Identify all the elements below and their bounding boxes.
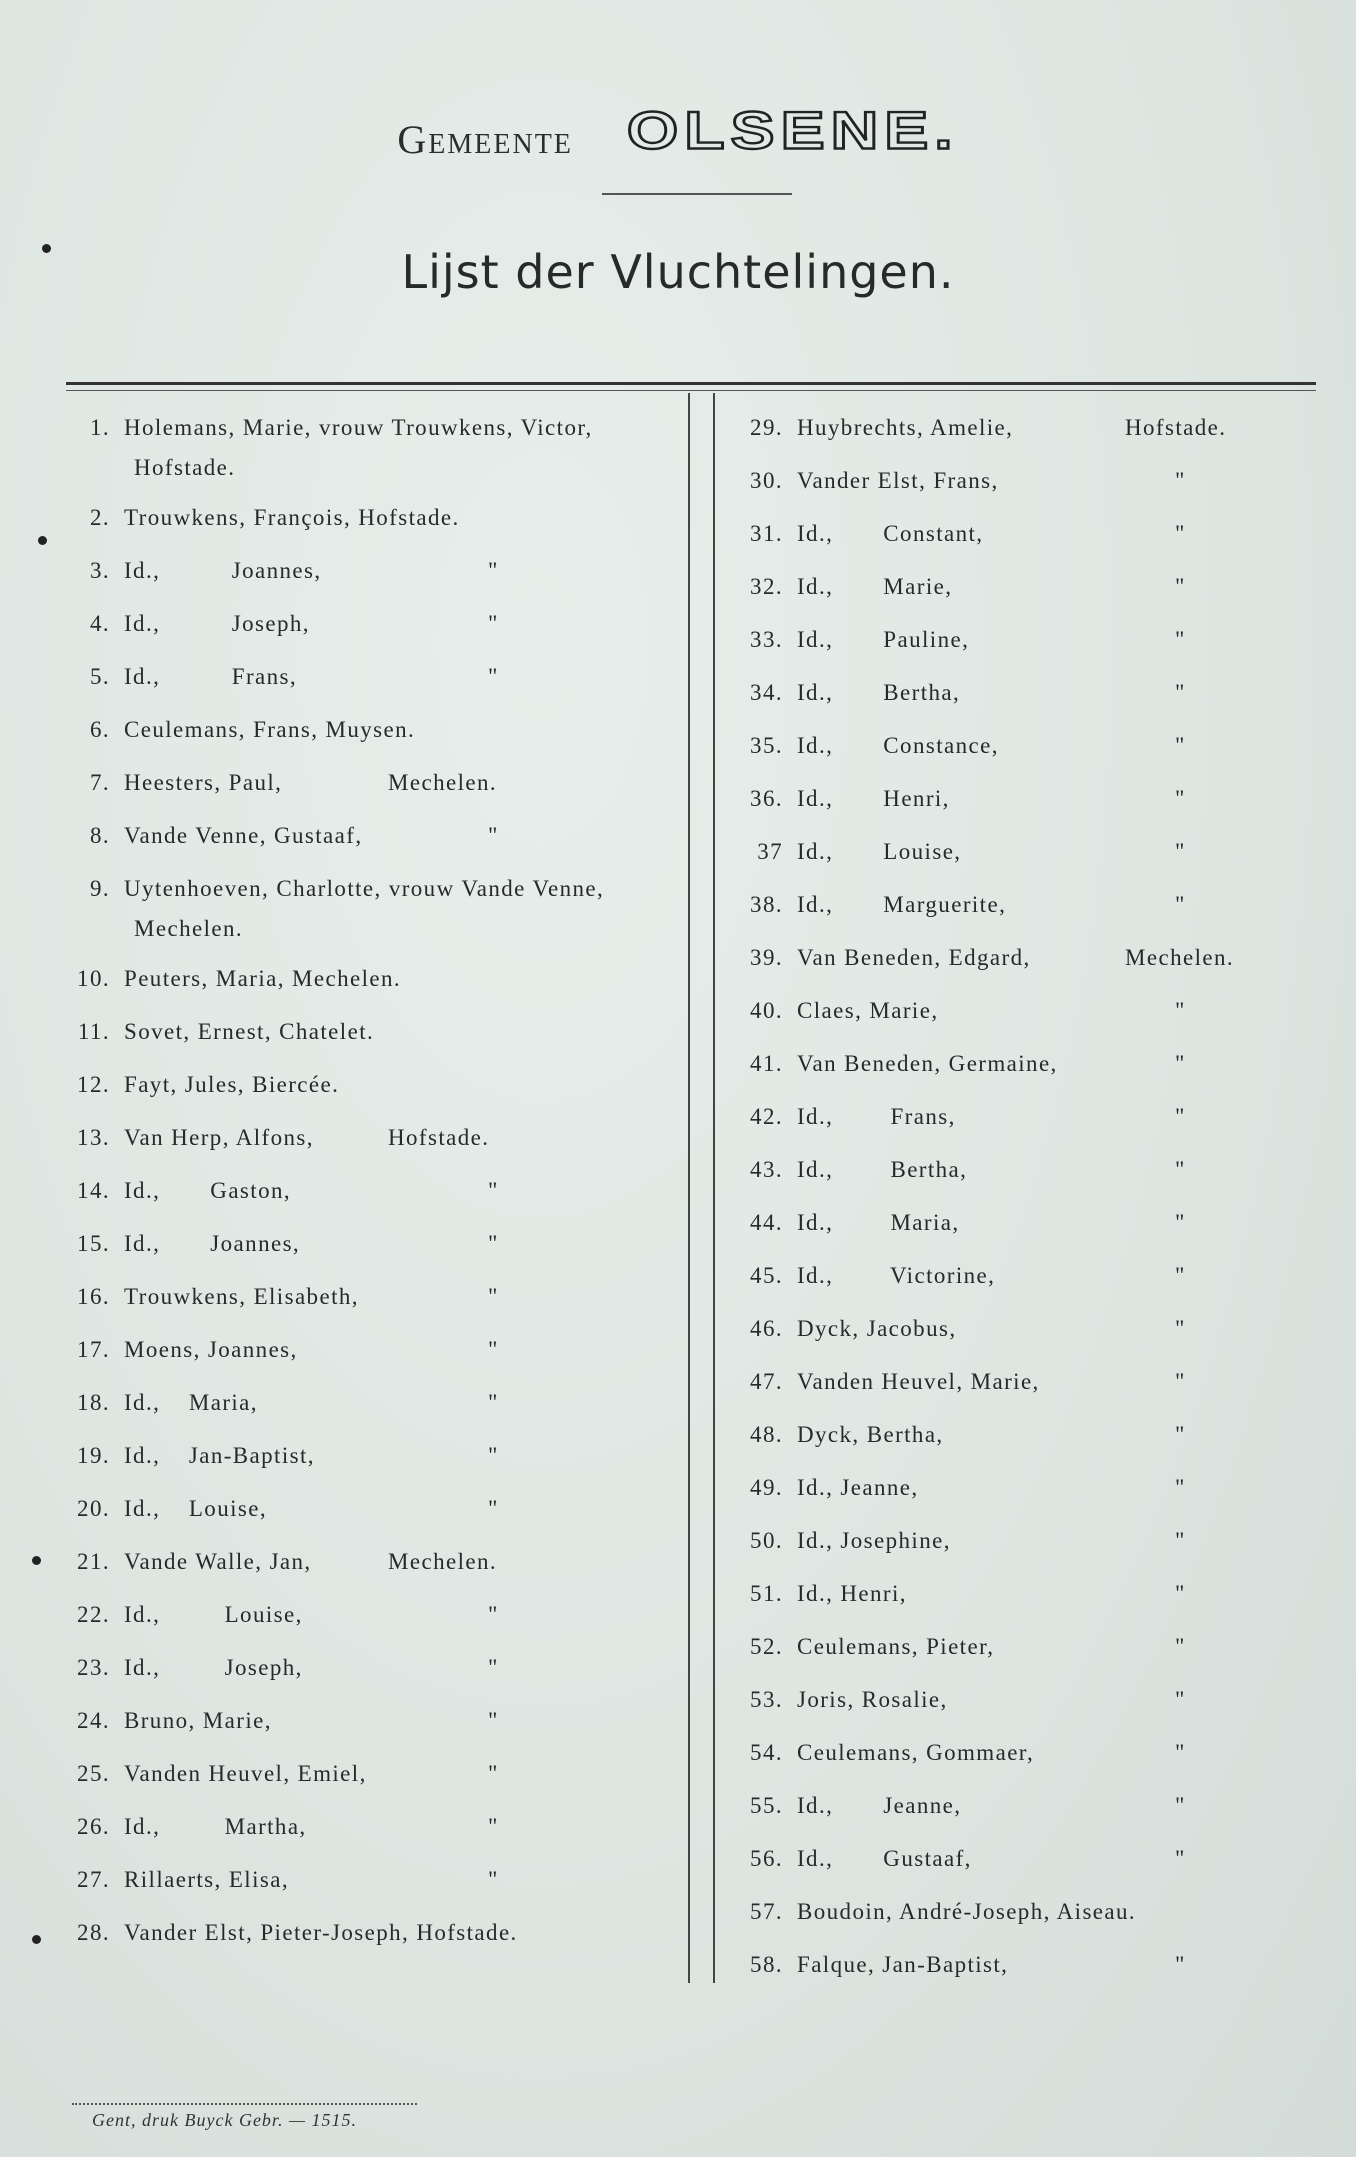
list-item — [58, 1754, 678, 1807]
entry-number: 14. — [77, 1178, 110, 1203]
entry-name: Van Beneden, Germaine, — [797, 1051, 1058, 1076]
entry-number: 35. — [750, 733, 783, 758]
entry-name: Falque, Jan-Baptist, — [797, 1952, 1009, 1977]
printer-imprint: Gent, druk Buyck Gebr. — 1515. — [92, 2110, 357, 2130]
entry-number: 15. — [77, 1231, 110, 1256]
entry-number: 13. — [77, 1125, 110, 1150]
ditto-mark: " — [488, 1655, 499, 1680]
entry-number: 27. — [77, 1867, 110, 1892]
entry-name: Id., Louise, — [797, 839, 962, 864]
list-item — [58, 1807, 678, 1860]
ditto-mark: " — [488, 1231, 499, 1256]
list-item — [58, 710, 678, 763]
list-item — [58, 1383, 678, 1436]
entry-number: 3. — [89, 558, 110, 583]
entry-name: Vanden Heuvel, Marie, — [797, 1369, 1040, 1394]
list-item — [58, 763, 678, 816]
ditto-mark: " — [1175, 1104, 1186, 1129]
list-item — [735, 1097, 1255, 1150]
entry-number: 28. — [77, 1920, 110, 1945]
entry-number: 37 — [757, 839, 783, 864]
list-item — [58, 551, 678, 604]
entry-number: 42. — [750, 1104, 783, 1129]
ditto-mark: " — [1175, 1316, 1186, 1341]
entry-name: Id., Gaston, — [124, 1178, 292, 1203]
entry-name: Huybrechts, Amelie, — [797, 415, 1014, 440]
ditto-mark: " — [1175, 1051, 1186, 1076]
ditto-mark: " — [1175, 786, 1186, 811]
entry-name: Van Beneden, Edgard, — [797, 945, 1031, 970]
ditto-mark: " — [1175, 627, 1186, 652]
page-header — [0, 92, 1356, 168]
entry-name: Trouwkens, Elisabeth, — [124, 1284, 359, 1309]
entry-number: 20. — [77, 1496, 110, 1521]
ditto-mark: " — [488, 1390, 499, 1415]
footer-divider — [72, 2103, 417, 2105]
list-item — [735, 1203, 1255, 1256]
entry-number: 58. — [750, 1952, 783, 1977]
list-item — [735, 1680, 1255, 1733]
ditto-mark: " — [1175, 1846, 1186, 1871]
ditto-mark: " — [1175, 1952, 1186, 1977]
entry-name: Id., Joseph, — [124, 611, 310, 636]
ditto-mark: " — [1175, 1157, 1186, 1182]
ditto-mark: " — [488, 1337, 499, 1362]
entry-number: 41. — [750, 1051, 783, 1076]
entry-name: Rillaerts, Elisa, — [124, 1867, 289, 1892]
entry-number: 44. — [750, 1210, 783, 1235]
entry-number: 1. — [89, 415, 110, 440]
entry-name: Uytenhoeven, Charlotte, vrouw Vande Venne, — [124, 876, 605, 901]
ditto-mark: " — [488, 664, 499, 689]
list-item — [735, 885, 1255, 938]
entry-number: 6. — [89, 717, 110, 742]
entry-name: Vander Elst, Frans, — [797, 468, 999, 493]
entry-number: 47. — [750, 1369, 783, 1394]
entry-number: 40. — [750, 998, 783, 1023]
list-item — [58, 1648, 678, 1701]
ditto-mark: " — [1175, 521, 1186, 546]
entry-number: 9. — [89, 876, 110, 901]
list-item — [735, 1415, 1255, 1468]
entry-name: Id., Jeanne, — [797, 1475, 919, 1500]
column-divider-left — [688, 393, 690, 1983]
ditto-mark: " — [488, 1284, 499, 1309]
entry-number: 51. — [750, 1581, 783, 1606]
entry-name: Vanden Heuvel, Emiel, — [124, 1761, 367, 1786]
entry-number: 53. — [750, 1687, 783, 1712]
entry-name: Id., Frans, — [797, 1104, 956, 1129]
entry-name: Vande Walle, Jan, — [124, 1549, 312, 1574]
entry-number: 5. — [89, 664, 110, 689]
entry-name: Ceulemans, Frans, Muysen. — [124, 717, 416, 742]
entry-name: Ceulemans, Gommaer, — [797, 1740, 1035, 1765]
list-item — [735, 1044, 1255, 1097]
entry-name: Dyck, Bertha, — [797, 1422, 944, 1447]
ditto-mark: " — [1175, 1581, 1186, 1606]
refugee-list-right-column — [735, 408, 1255, 1998]
entry-name: Holemans, Marie, vrouw Trouwkens, Victor, — [124, 415, 593, 440]
ditto-mark: " — [488, 823, 499, 848]
entry-name: Id., Maria, — [124, 1390, 258, 1415]
list-item — [58, 1701, 678, 1754]
entry-name: Id., Marguerite, — [797, 892, 1007, 917]
entry-place: Mechelen. — [1125, 945, 1235, 970]
entry-name: Vander Elst, Pieter-Joseph, Hofstade. — [124, 1920, 518, 1945]
list-item — [735, 567, 1255, 620]
ditto-mark: " — [488, 1443, 499, 1468]
entry-name: Fayt, Jules, Biercée. — [124, 1072, 340, 1097]
ditto-mark: " — [1175, 733, 1186, 758]
entry-name: Van Herp, Alfons, — [124, 1125, 314, 1150]
ditto-mark: " — [488, 1708, 499, 1733]
list-item — [735, 726, 1255, 779]
entry-number: 25. — [77, 1761, 110, 1786]
entry-number: 30. — [750, 468, 783, 493]
entry-name: Id., Bertha, — [797, 1157, 968, 1182]
entry-name: Id., Louise, — [124, 1496, 268, 1521]
list-item — [58, 1012, 678, 1065]
entry-name: Id., Joannes, — [124, 558, 322, 583]
ditto-mark: " — [488, 1496, 499, 1521]
entry-name: Id., Frans, — [124, 664, 298, 689]
entry-number: 8. — [89, 823, 110, 848]
list-item — [735, 461, 1255, 514]
entry-name: Heesters, Paul, — [124, 770, 283, 795]
entry-number: 4. — [89, 611, 110, 636]
list-item — [735, 1892, 1255, 1945]
list-item — [58, 408, 678, 498]
ditto-mark: " — [1175, 1210, 1186, 1235]
ditto-mark: " — [1175, 998, 1186, 1023]
ditto-mark: " — [488, 1602, 499, 1627]
entry-name: Id., Henri, — [797, 786, 950, 811]
entry-number: 24. — [77, 1708, 110, 1733]
entry-name: Id., Henri, — [797, 1581, 907, 1606]
entry-number: 43. — [750, 1157, 783, 1182]
entry-name: Id., Marie, — [797, 574, 953, 599]
list-item — [735, 1733, 1255, 1786]
entry-number: 49. — [750, 1475, 783, 1500]
list-item — [735, 991, 1255, 1044]
ditto-mark: " — [488, 1814, 499, 1839]
entry-number: 45. — [750, 1263, 783, 1288]
ditto-mark: " — [1175, 1369, 1186, 1394]
ditto-mark: " — [1175, 1528, 1186, 1553]
list-item — [58, 1913, 678, 1966]
list-item — [735, 938, 1255, 991]
entry-place: Mechelen. — [388, 1549, 498, 1574]
ditto-mark: " — [488, 611, 499, 636]
ditto-mark: " — [1175, 1475, 1186, 1500]
entry-number: 32. — [750, 574, 783, 599]
list-item — [58, 1489, 678, 1542]
entry-number: 23. — [77, 1655, 110, 1680]
entry-number: 46. — [750, 1316, 783, 1341]
entry-number: 10. — [77, 966, 110, 991]
column-divider-right — [713, 393, 715, 1983]
entry-number: 54. — [750, 1740, 783, 1765]
entry-number: 29. — [750, 415, 783, 440]
entry-place-continued: Mechelen. — [134, 916, 244, 941]
entry-number: 11. — [77, 1019, 110, 1044]
entry-number: 48. — [750, 1422, 783, 1447]
list-item — [58, 1542, 678, 1595]
list-item — [735, 779, 1255, 832]
list-item — [735, 514, 1255, 567]
ditto-mark: " — [1175, 1740, 1186, 1765]
entry-name: Ceulemans, Pieter, — [797, 1634, 995, 1659]
entry-name: Id., Louise, — [124, 1602, 303, 1627]
entry-number: 39. — [750, 945, 783, 970]
entry-name: Id., Pauline, — [797, 627, 970, 652]
entry-name: Vande Venne, Gustaaf, — [124, 823, 363, 848]
list-item — [735, 1574, 1255, 1627]
entry-name: Peuters, Maria, Mechelen. — [124, 966, 402, 991]
list-item — [58, 1330, 678, 1383]
entry-name: Id., Martha, — [124, 1814, 307, 1839]
entry-number: 57. — [750, 1899, 783, 1924]
list-item — [58, 869, 678, 959]
list-item — [735, 408, 1255, 461]
entry-name: Id., Joseph, — [124, 1655, 303, 1680]
list-item — [58, 1171, 678, 1224]
punch-mark — [38, 536, 47, 545]
entry-number: 18. — [77, 1390, 110, 1415]
entry-name: Boudoin, André-Joseph, Aiseau. — [797, 1899, 1137, 1924]
ditto-mark: " — [1175, 1422, 1186, 1447]
entry-number: 56. — [750, 1846, 783, 1871]
ditto-mark: " — [1175, 1263, 1186, 1288]
ditto-mark: " — [488, 558, 499, 583]
entry-name: Id., Gustaaf, — [797, 1846, 972, 1871]
ditto-mark: " — [1175, 892, 1186, 917]
list-item — [735, 1468, 1255, 1521]
gemeente-label: Gemeente — [397, 117, 573, 162]
entry-number: 36. — [750, 786, 783, 811]
entry-number: 2. — [89, 505, 110, 530]
entry-number: 31. — [750, 521, 783, 546]
entry-number: 16. — [77, 1284, 110, 1309]
entry-number: 50. — [750, 1528, 783, 1553]
list-item — [735, 673, 1255, 726]
entry-name: Joris, Rosalie, — [797, 1687, 948, 1712]
entry-number: 19. — [77, 1443, 110, 1468]
entry-place: Hofstade. — [1125, 415, 1227, 440]
entry-number: 12. — [77, 1072, 110, 1097]
refugee-list-left-column — [58, 408, 678, 1966]
entry-name: Id., Victorine, — [797, 1263, 996, 1288]
entry-name: Id., Josephine, — [797, 1528, 951, 1553]
page-title: Lijst der Vluchtelingen. — [401, 245, 955, 299]
ditto-mark: " — [488, 1178, 499, 1203]
entry-name: Id., Jeanne, — [797, 1793, 962, 1818]
punch-mark — [32, 1556, 41, 1565]
entry-number: 22. — [77, 1602, 110, 1627]
ditto-mark: " — [1175, 680, 1186, 705]
list-item — [58, 1595, 678, 1648]
entry-name: Id., Joannes, — [124, 1231, 301, 1256]
punch-mark — [32, 1935, 41, 1944]
entry-name: Bruno, Marie, — [124, 1708, 272, 1733]
entry-name: Id., Maria, — [797, 1210, 960, 1235]
entry-number: 33. — [750, 627, 783, 652]
ditto-mark: " — [1175, 1634, 1186, 1659]
list-item — [735, 1256, 1255, 1309]
list-item — [58, 1224, 678, 1277]
ditto-mark: " — [488, 1867, 499, 1892]
list-item — [58, 959, 678, 1012]
entry-number: 7. — [89, 770, 110, 795]
entry-number: 26. — [77, 1814, 110, 1839]
entry-name: Id., Bertha, — [797, 680, 961, 705]
entry-number: 52. — [750, 1634, 783, 1659]
list-item — [58, 1277, 678, 1330]
list-item — [735, 1839, 1255, 1892]
punch-mark — [42, 244, 51, 253]
list-item — [735, 1627, 1255, 1680]
entry-name: Id., Constance, — [797, 733, 999, 758]
table-top-rule — [66, 382, 1316, 385]
entry-name: Claes, Marie, — [797, 998, 939, 1023]
list-item — [735, 832, 1255, 885]
list-item — [58, 498, 678, 551]
entry-number: 55. — [750, 1793, 783, 1818]
entry-number: 38. — [750, 892, 783, 917]
ditto-mark: " — [1175, 1687, 1186, 1712]
entry-place-continued: Hofstade. — [134, 455, 236, 480]
ditto-mark: " — [1175, 839, 1186, 864]
ditto-mark: " — [1175, 1793, 1186, 1818]
entry-number: 17. — [77, 1337, 110, 1362]
list-item — [735, 1309, 1255, 1362]
list-item — [735, 1521, 1255, 1574]
list-item — [735, 1945, 1255, 1998]
list-item — [58, 816, 678, 869]
entry-name: Id., Jan-Baptist, — [124, 1443, 315, 1468]
list-item — [58, 1118, 678, 1171]
entry-name: Trouwkens, François, Hofstade. — [124, 505, 460, 530]
entry-number: 21. — [77, 1549, 110, 1574]
header-divider — [602, 193, 792, 195]
list-item — [58, 1065, 678, 1118]
ditto-mark: " — [1175, 574, 1186, 599]
list-item — [735, 1150, 1255, 1203]
list-item — [735, 1786, 1255, 1839]
list-item — [735, 620, 1255, 673]
entry-name: Id., Constant, — [797, 521, 984, 546]
list-item — [58, 657, 678, 710]
list-item — [58, 604, 678, 657]
entry-number: 34. — [750, 680, 783, 705]
entry-name: Moens, Joannes, — [124, 1337, 298, 1362]
list-item — [58, 1860, 678, 1913]
list-item — [58, 1436, 678, 1489]
ditto-mark: " — [488, 1761, 499, 1786]
entry-place: Mechelen. — [388, 770, 498, 795]
town-name: OLSENE. — [626, 100, 959, 160]
list-item — [735, 1362, 1255, 1415]
entry-name: Dyck, Jacobus, — [797, 1316, 957, 1341]
ditto-mark: " — [1175, 468, 1186, 493]
table-top-rule-thin — [66, 390, 1316, 391]
entry-name: Sovet, Ernest, Chatelet. — [124, 1019, 375, 1044]
entry-place: Hofstade. — [388, 1125, 490, 1150]
